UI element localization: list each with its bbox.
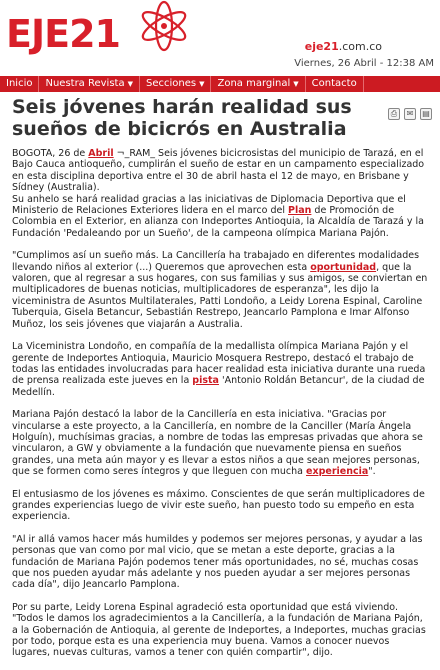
logo-21-text: 21 [69,12,120,56]
nav-zona-marginal[interactable]: Zona marginal ▼ [211,76,305,92]
logo-eje-text: EJE [6,12,70,56]
article-paragraph: Por su parte, Leidy Lorena Espinal agradeció esta oportunidad que está viviendo. "Todos le damos los agradecimientos a la Cancillería, a la fundación de Mariana Pajón, a la Gobernación de Antioquia, al gerente de Indeportes, a Indeportes, muchas gracias por todo, porque esta es una experiencia muy buena. Vamos a conocer nuevos lugares, nuevas culturas, vamos a tener con quién compartir", dijo. [12,601,426,659]
nav-inicio[interactable]: Inicio [0,76,39,92]
chevron-down-icon: ▼ [127,80,133,88]
link-experiencia[interactable]: experiencia [306,466,369,478]
main-navbar [0,76,440,92]
article-body [12,148,430,670]
link-pista[interactable]: pista [192,375,219,387]
article-paragraph: Mariana Pajón destacó la labor de la Cancillería en esta iniciativa. "Gracias por vincularse a este proyecto, a la Cancillería, en nombre de la Canciller (María Ángela Holguín), muchísimas gracias, a nombre de todas las empresas privadas que ahora se vincularon, a GW y obviamente a la fundación que nuevamente piensa en sueños grandes, una meta aún mayor y es llevar a estos niños a que sean mejores personas, que se formen como seres íntegros y que lleguen con mucha experiencia". [12,409,423,478]
current-date: Viernes, 26 Abril - 12:38 AM [294,58,434,69]
article-title: Seis jóvenes harán realidad sus sueños de bicicrós en Australia [12,96,352,140]
email-icon[interactable]: ✉ [404,108,416,120]
article-paragraph: "Al ir allá vamos hacer más humildes y podemos ser mejores personas, y ayudar a las personas que van como por mal vicio, que se metan a este deporte, gracias a la fundación de Mariana Pajón podemos tener más oportunidades, no sé, muchas cosas que nos pueden ayudar más adelante y nos pueden ayudar a ser mejores personas cada día", dijo Jeancarlo Pamplona. [12,533,423,591]
print-icon[interactable]: ⎙ [388,108,400,120]
article-paragraph: BOGOTA, 26 de Abril ¬_RAM_ Seis jóvenes bicicrosistas del municipio de Tarazá, en el Bajo Cauca antioqueño, cumplirán el sueño de estar en un campamento especializado en esta disciplina deportiva entre el 30 de abril hasta el 12 de mayo, en Brisbane y Sídney (Australia). Su anhelo se hará realidad gracias a las iniciativas de Diplomacia Deportiva que el Ministerio de Relaciones Exteriores lidera en el marco del Plan de Promoción de Colombia en el Exterior, en alianza con Indeportes Antioquia, la Alcaldía de Tarazá y la Fundación 'Pedaleando por un Sueño', de la campeona olímpica Mariana Pajón. [12,148,425,239]
nav-contacto[interactable]: Contacto [306,76,364,92]
article-paragraph: El entusiasmo de los jóvenes es máximo. Conscientes de que serán multiplicadores de grandes experiencias luego de vivir este sueño, han puesto todo su empeño en esta experiencia. [12,488,425,523]
site-header [0,0,440,74]
article-tools [388,108,432,120]
chevron-down-icon: ▼ [293,80,299,88]
pdf-icon[interactable]: ▤ [420,108,432,120]
atom-logo-icon [138,0,194,52]
article-paragraph: La Viceministra Londoño, en compañía de la medallista olímpica Mariana Pajón y el gerente de Indeportes Antioquia, Mauricio Mosquera Restrepo, destacó el trabajo de todas las entidades involucradas para hacer realidad esta iniciativa durante una rueda de prensa realizada este jueves en la pista 'Antonio Roldán Betancur', de la ciudad de Medellín. [12,341,426,398]
nav-nuestra-revista[interactable]: Nuestra Revista ▼ [39,76,140,92]
link-plan[interactable]: Plan [288,205,312,217]
article-paragraph: "Cumplimos así un sueño más. La Cancillería ha trabajado en diferentes modalidades llevando niños al exterior (...) Queremos que aprovechen esta oportunidad, que la valoren, que al regresar a sus hogares, con sus familias y sus amigos, se conviertan en multiplicadores de buenas noticias, multiplicadores de esperanza", les dijo la viceministra de Asuntos Multilaterales, Patti Londoño, a Leidy Lorena Espinal, Caroline Tuberquia, Gisela Betancur, Sebastián Restrepo, Jeancarlo Pamplona e Imar Alfonso Muñoz, los seis jóvenes que viajarán a Australia. [12,250,428,330]
chevron-down-icon: ▼ [199,80,205,88]
site-url: eje21.com.co [304,40,382,53]
link-oportunidad[interactable]: oportunidad [310,261,377,273]
nav-secciones[interactable]: Secciones ▼ [140,76,211,92]
link-abril[interactable]: Abril [88,148,114,159]
site-logo[interactable] [6,6,120,56]
